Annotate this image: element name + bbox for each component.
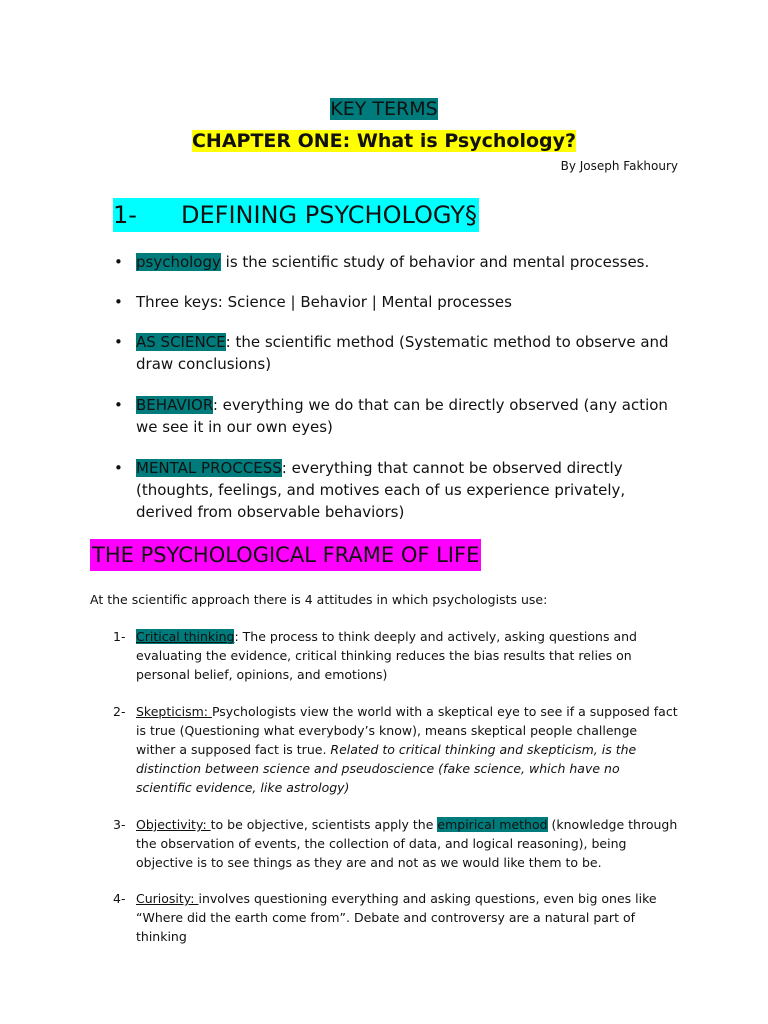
item-text: (knowledge through the observation of events, the collection of data, and logical reasoning), being objective is to see things as they are and not as we would like them to be. xyxy=(136,817,678,870)
section-title: DEFINING PSYCHOLOGY§ xyxy=(181,201,477,229)
item-number: 1- xyxy=(113,629,126,644)
item-term: Skepticism: xyxy=(136,704,212,719)
bullet-item xyxy=(114,331,674,375)
term-highlight: MENTAL PROCCESS xyxy=(136,459,282,477)
list-item xyxy=(113,815,678,872)
item-term: Curiosity: xyxy=(136,891,199,906)
item-text: involves questioning everything and asking questions, even big ones like “Where did the earth come from”. Debate and controversy are a natural part of thinking xyxy=(136,891,657,944)
term-highlight: empirical method xyxy=(437,817,548,832)
bullet-text: : everything that cannot be observed directly (thoughts, feelings, and motives each of us experience privately, derived from observable behaviors) xyxy=(136,459,626,521)
term-highlight: Critical thinking xyxy=(136,629,235,644)
intro-paragraph: At the scientific approach there is 4 attitudes in which psychologists use: xyxy=(90,592,548,607)
bullet-item xyxy=(114,394,674,438)
item-term: Objectivity: xyxy=(136,817,211,832)
section-number: 1- xyxy=(113,201,137,229)
key-terms-text: KEY TERMS xyxy=(330,98,438,120)
bullet-item xyxy=(114,457,674,523)
bullet-text: : the scientific method (Systematic method to observe and draw conclusions) xyxy=(136,333,669,373)
item-text: : The process to think deeply and actively, asking questions and evaluating the evidence, critical thinking reduces the bias results that relies on personal belief, opinions, and emotions) xyxy=(136,629,637,682)
chapter-title-text: CHAPTER ONE: What is Psychology? xyxy=(191,130,577,152)
list-item xyxy=(113,702,678,797)
author-line: By Joseph Fakhoury xyxy=(560,159,678,173)
item-italic-note: Related to critical thinking and skepticism, is the distinction between science and pseudoscience (fake science, which have no scientific evidence, like astrology) xyxy=(136,742,637,795)
section-heading-defining-psychology xyxy=(113,198,479,232)
chapter-title xyxy=(0,128,768,154)
term-highlight: BEHAVIOR xyxy=(136,396,213,414)
bullet-symbol: • xyxy=(114,333,123,351)
bullet-symbol: • xyxy=(114,396,123,414)
key-terms-heading xyxy=(0,97,768,122)
item-number: 4- xyxy=(113,891,126,906)
item-number: 2- xyxy=(113,704,126,719)
bullet-text: : everything we do that can be directly observed (any action we see it in our own eyes) xyxy=(136,396,668,436)
bullet-text: is the scientific study of behavior and mental processes. xyxy=(220,253,650,271)
bullet-item xyxy=(114,251,674,273)
bullet-symbol: • xyxy=(114,253,123,271)
section-heading-psychological-frame: THE PSYCHOLOGICAL FRAME OF LIFE xyxy=(90,539,481,571)
item-text: Psychologists view the world with a skeptical eye to see if a supposed fact is true (Questioning what everybody’s know), means skeptical people challenge wither a supposed fact is true. xyxy=(136,704,678,757)
list-item xyxy=(113,889,678,946)
item-number: 3- xyxy=(113,817,126,832)
term-highlight: AS SCIENCE xyxy=(136,333,226,351)
bullet-item xyxy=(114,291,674,313)
list-item xyxy=(113,627,678,684)
term-highlight: psychology xyxy=(136,253,221,271)
item-text: to be objective, scientists apply the xyxy=(210,817,438,832)
bullet-text: Three keys: Science | Behavior | Mental processes xyxy=(136,293,512,311)
bullet-symbol: • xyxy=(114,459,123,477)
bullet-symbol: • xyxy=(114,293,123,311)
